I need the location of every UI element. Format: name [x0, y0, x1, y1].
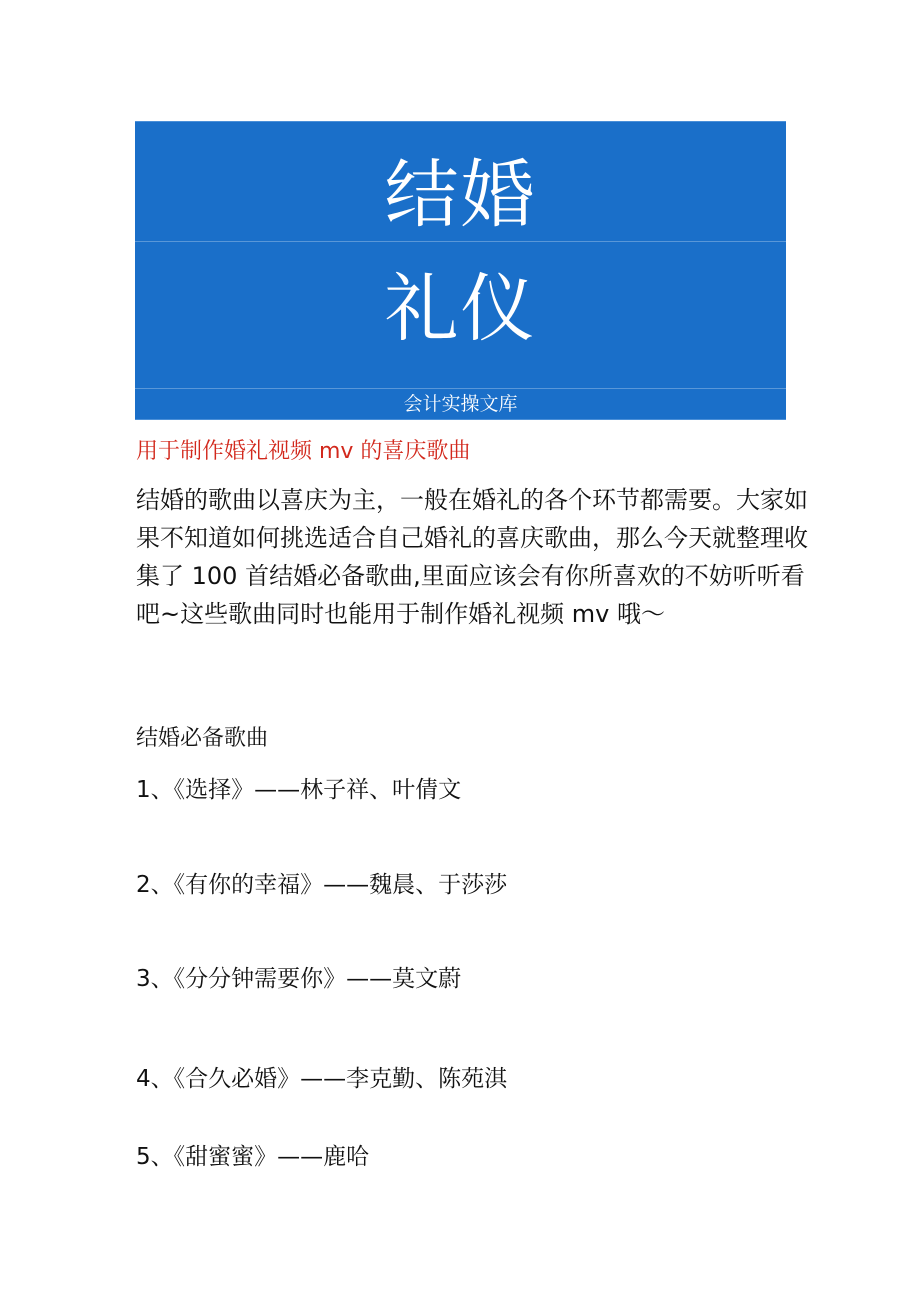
banner-divider-top: [135, 241, 786, 242]
song-title-artist: 《有你的幸福》——魏晨、于莎莎: [173, 872, 508, 898]
song-number: 4、: [136, 1066, 174, 1092]
document-heading: 用于制作婚礼视频 mv 的喜庆歌曲: [136, 439, 471, 464]
banner-subtitle: 会计实操文库: [403, 393, 518, 415]
intro-line: 果不知道如何挑选适合自己婚礼的喜庆歌曲，那么今天就整理收: [136, 524, 808, 552]
song-title-artist: 《合久必婚》——李克勤、陈苑淇: [173, 1066, 508, 1092]
intro-line: 集了 100 首结婚必备歌曲,里面应该会有你所喜欢的不妨听听看: [136, 562, 805, 590]
song-title-artist: 《选择》——林子祥、叶倩文: [173, 777, 462, 803]
song-number: 3、: [136, 966, 174, 992]
song-number: 2、: [136, 872, 174, 898]
song-item-1: [136, 774, 461, 806]
cover-banner: [135, 121, 786, 420]
song-item-5: [136, 1141, 369, 1173]
section-title: 结婚必备歌曲: [136, 726, 269, 751]
banner-divider-bottom: [135, 388, 786, 389]
song-title-artist: 《甜蜜蜜》——鹿哈: [173, 1144, 370, 1170]
banner-title-line-2: 礼仪: [384, 266, 537, 352]
song-title-artist: 《分分钟需要你》——莫文蔚: [173, 966, 462, 992]
song-number: 1、: [136, 777, 174, 803]
intro-paragraph: [136, 481, 808, 633]
song-item-3: [136, 963, 461, 995]
banner-title-line-1: 结婚: [384, 152, 537, 238]
intro-line: 吧~这些歌曲同时也能用于制作婚礼视频 mv 哦～: [136, 600, 665, 628]
intro-line: 结婚的歌曲以喜庆为主，一般在婚礼的各个环节都需要。大家如: [136, 486, 808, 514]
song-item-2: [136, 869, 507, 901]
song-number: 5、: [136, 1144, 174, 1170]
song-item-4: [136, 1063, 507, 1095]
